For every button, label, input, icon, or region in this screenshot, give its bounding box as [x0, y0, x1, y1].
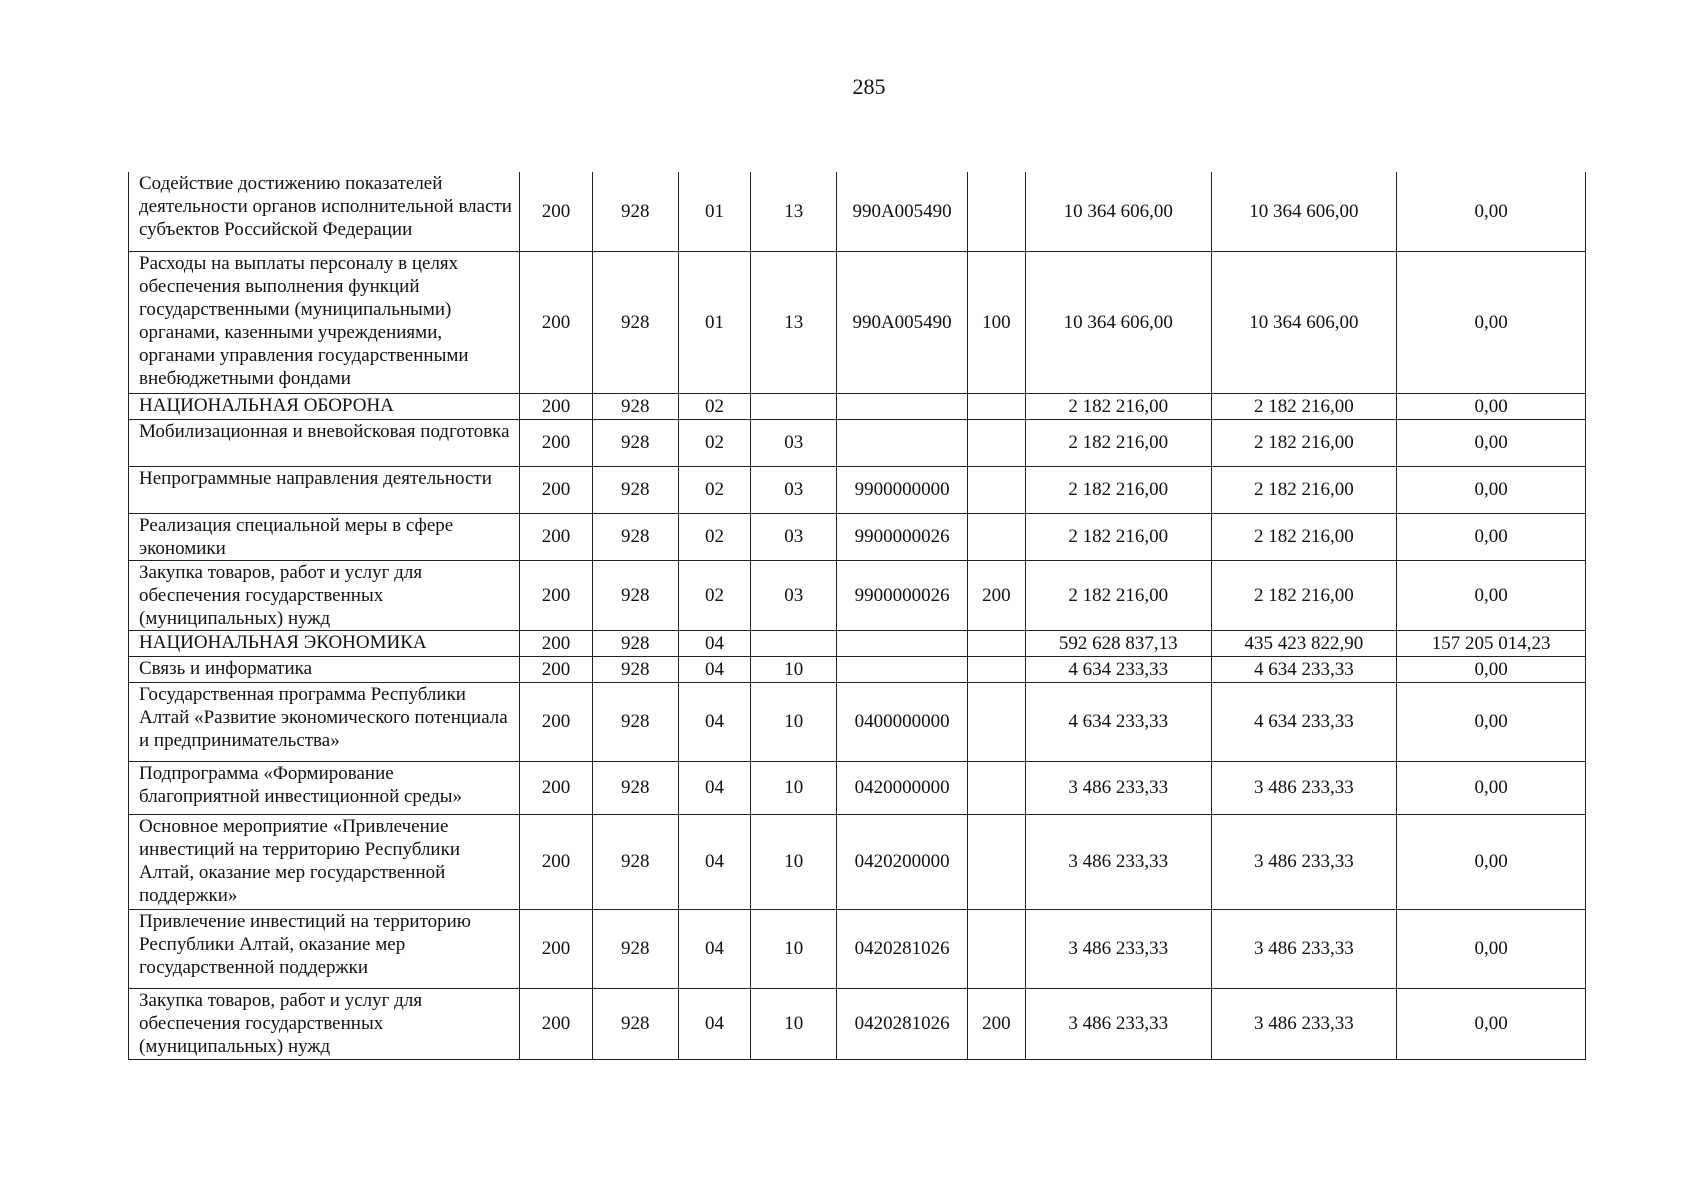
table-row: [129, 682, 1586, 761]
amount-cell: 2 182 216,00: [1211, 560, 1397, 630]
section-cell: 01: [678, 251, 750, 393]
table-row: [129, 630, 1586, 656]
row-name-cell: Привлечение инвестиций на территорию Республики Алтай, оказание мер государственной поддержки: [129, 909, 520, 988]
code-cell: 200: [520, 172, 592, 251]
amount-cell: 10 364 606,00: [1211, 251, 1397, 393]
amount-cell: 2 182 216,00: [1025, 393, 1211, 419]
amount-cell: 3 486 233,33: [1211, 988, 1397, 1059]
row-name-cell: Закупка товаров, работ и услуг для обеспечения государственных (муниципальных) нужд: [129, 560, 520, 630]
code-cell: 200: [520, 466, 592, 513]
amount-cell: 3 486 233,33: [1025, 814, 1211, 909]
code-cell: 928: [592, 630, 678, 656]
row-name-cell: Государственная программа Республики Алтай «Развитие экономического потенциала и предпринимательства»: [129, 682, 520, 761]
section-cell: 04: [678, 814, 750, 909]
expense-type-cell: [967, 909, 1025, 988]
code-cell: 928: [592, 172, 678, 251]
row-name-cell: Основное мероприятие «Привлечение инвестиций на территорию Республики Алтай, оказание мер государственной поддержки»: [129, 814, 520, 909]
amount-cell: 4 634 233,33: [1211, 656, 1397, 682]
expense-type-cell: 100: [967, 251, 1025, 393]
target-article-cell: 0420281026: [837, 909, 967, 988]
section-cell: 04: [678, 988, 750, 1059]
code-cell: 928: [592, 419, 678, 466]
table-row: [129, 513, 1586, 560]
code-cell: 928: [592, 466, 678, 513]
section-cell: 04: [678, 682, 750, 761]
table-row: [129, 761, 1586, 814]
table-row: [129, 560, 1586, 630]
amount-cell: 435 423 822,90: [1211, 630, 1397, 656]
subsection-cell: [751, 393, 837, 419]
code-cell: 200: [520, 393, 592, 419]
target-article-cell: [837, 656, 967, 682]
amount-cell: 0,00: [1397, 172, 1586, 251]
amount-cell: 0,00: [1397, 909, 1586, 988]
amount-cell: 2 182 216,00: [1025, 513, 1211, 560]
amount-cell: 2 182 216,00: [1025, 419, 1211, 466]
amount-cell: 3 486 233,33: [1025, 988, 1211, 1059]
expense-type-cell: [967, 466, 1025, 513]
amount-cell: 3 486 233,33: [1025, 909, 1211, 988]
target-article-cell: [837, 419, 967, 466]
amount-cell: 0,00: [1397, 466, 1586, 513]
target-article-cell: 0420200000: [837, 814, 967, 909]
subsection-cell: 10: [751, 761, 837, 814]
code-cell: 200: [520, 419, 592, 466]
target-article-cell: 990А005490: [837, 172, 967, 251]
subsection-cell: 10: [751, 814, 837, 909]
row-name-cell: НАЦИОНАЛЬНАЯ ОБОРОНА: [129, 393, 520, 419]
code-cell: 200: [520, 761, 592, 814]
expense-type-cell: 200: [967, 560, 1025, 630]
section-cell: 02: [678, 560, 750, 630]
amount-cell: 10 364 606,00: [1211, 172, 1397, 251]
table-row: [129, 909, 1586, 988]
code-cell: 928: [592, 251, 678, 393]
code-cell: 928: [592, 560, 678, 630]
target-article-cell: 990А005490: [837, 251, 967, 393]
code-cell: 928: [592, 513, 678, 560]
table-row: [129, 656, 1586, 682]
code-cell: 928: [592, 656, 678, 682]
amount-cell: 4 634 233,33: [1025, 682, 1211, 761]
amount-cell: 2 182 216,00: [1025, 466, 1211, 513]
amount-cell: 157 205 014,23: [1397, 630, 1586, 656]
expense-type-cell: [967, 630, 1025, 656]
amount-cell: 0,00: [1397, 419, 1586, 466]
code-cell: 928: [592, 393, 678, 419]
section-cell: 04: [678, 909, 750, 988]
amount-cell: 0,00: [1397, 560, 1586, 630]
section-cell: 01: [678, 172, 750, 251]
target-article-cell: 9900000000: [837, 466, 967, 513]
section-cell: 02: [678, 466, 750, 513]
amount-cell: 10 364 606,00: [1025, 251, 1211, 393]
row-name-cell: Мобилизационная и вневойсковая подготовка: [129, 419, 520, 466]
table-row: [129, 988, 1586, 1059]
subsection-cell: 10: [751, 682, 837, 761]
amount-cell: 2 182 216,00: [1211, 393, 1397, 419]
table-body: [129, 172, 1586, 1059]
expense-type-cell: [967, 656, 1025, 682]
row-name-cell: Реализация специальной меры в сфере экономики: [129, 513, 520, 560]
code-cell: 928: [592, 988, 678, 1059]
expense-type-cell: [967, 814, 1025, 909]
subsection-cell: 10: [751, 988, 837, 1059]
subsection-cell: 13: [751, 172, 837, 251]
amount-cell: 0,00: [1397, 761, 1586, 814]
subsection-cell: 03: [751, 419, 837, 466]
amount-cell: 2 182 216,00: [1211, 419, 1397, 466]
target-article-cell: 9900000026: [837, 560, 967, 630]
subsection-cell: 10: [751, 656, 837, 682]
row-name-cell: Связь и информатика: [129, 656, 520, 682]
budget-table: [128, 172, 1586, 1060]
target-article-cell: [837, 393, 967, 419]
code-cell: 928: [592, 909, 678, 988]
amount-cell: 0,00: [1397, 513, 1586, 560]
subsection-cell: [751, 630, 837, 656]
expense-type-cell: [967, 513, 1025, 560]
row-name-cell: Содействие достижению показателей деятельности органов исполнительной власти субъектов Российской Федерации: [129, 172, 520, 251]
target-article-cell: 0420000000: [837, 761, 967, 814]
row-name-cell: Подпрограмма «Формирование благоприятной инвестиционной среды»: [129, 761, 520, 814]
code-cell: 200: [520, 630, 592, 656]
amount-cell: 592 628 837,13: [1025, 630, 1211, 656]
code-cell: 928: [592, 761, 678, 814]
target-article-cell: 9900000026: [837, 513, 967, 560]
table-row: [129, 466, 1586, 513]
amount-cell: 0,00: [1397, 988, 1586, 1059]
code-cell: 200: [520, 988, 592, 1059]
subsection-cell: 13: [751, 251, 837, 393]
row-name-cell: Расходы на выплаты персоналу в целях обеспечения выполнения функций государственными (муниципальными) органами, казенными учреждениями, органами управления государственными внебюджетными фондами: [129, 251, 520, 393]
code-cell: 928: [592, 814, 678, 909]
target-article-cell: [837, 630, 967, 656]
row-name-cell: НАЦИОНАЛЬНАЯ ЭКОНОМИКА: [129, 630, 520, 656]
row-name-cell: Непрограммные направления деятельности: [129, 466, 520, 513]
amount-cell: 3 486 233,33: [1211, 814, 1397, 909]
section-cell: 04: [678, 656, 750, 682]
expense-type-cell: [967, 761, 1025, 814]
amount-cell: 3 486 233,33: [1211, 761, 1397, 814]
amount-cell: 4 634 233,33: [1211, 682, 1397, 761]
row-name-cell: Закупка товаров, работ и услуг для обеспечения государственных (муниципальных) нужд: [129, 988, 520, 1059]
section-cell: 02: [678, 513, 750, 560]
expense-type-cell: 200: [967, 988, 1025, 1059]
amount-cell: 2 182 216,00: [1211, 466, 1397, 513]
section-cell: 04: [678, 630, 750, 656]
amount-cell: 3 486 233,33: [1211, 909, 1397, 988]
amount-cell: 4 634 233,33: [1025, 656, 1211, 682]
table-row: [129, 251, 1586, 393]
code-cell: 200: [520, 560, 592, 630]
code-cell: 200: [520, 682, 592, 761]
code-cell: 200: [520, 814, 592, 909]
target-article-cell: 0400000000: [837, 682, 967, 761]
code-cell: 200: [520, 909, 592, 988]
target-article-cell: 0420281026: [837, 988, 967, 1059]
amount-cell: 0,00: [1397, 814, 1586, 909]
code-cell: 200: [520, 656, 592, 682]
expense-type-cell: [967, 393, 1025, 419]
code-cell: 200: [520, 513, 592, 560]
amount-cell: 2 182 216,00: [1025, 560, 1211, 630]
table-row: [129, 393, 1586, 419]
amount-cell: 0,00: [1397, 393, 1586, 419]
amount-cell: 2 182 216,00: [1211, 513, 1397, 560]
expense-type-cell: [967, 419, 1025, 466]
amount-cell: 3 486 233,33: [1025, 761, 1211, 814]
amount-cell: 0,00: [1397, 656, 1586, 682]
amount-cell: 0,00: [1397, 251, 1586, 393]
section-cell: 02: [678, 419, 750, 466]
table-row: [129, 814, 1586, 909]
section-cell: 02: [678, 393, 750, 419]
section-cell: 04: [678, 761, 750, 814]
amount-cell: 0,00: [1397, 682, 1586, 761]
amount-cell: 10 364 606,00: [1025, 172, 1211, 251]
subsection-cell: 03: [751, 560, 837, 630]
subsection-cell: 10: [751, 909, 837, 988]
subsection-cell: 03: [751, 466, 837, 513]
code-cell: 200: [520, 251, 592, 393]
page-number: 285: [852, 74, 886, 99]
table-row: [129, 172, 1586, 251]
expense-type-cell: [967, 172, 1025, 251]
subsection-cell: 03: [751, 513, 837, 560]
code-cell: 928: [592, 682, 678, 761]
expense-type-cell: [967, 682, 1025, 761]
table-row: [129, 419, 1586, 466]
